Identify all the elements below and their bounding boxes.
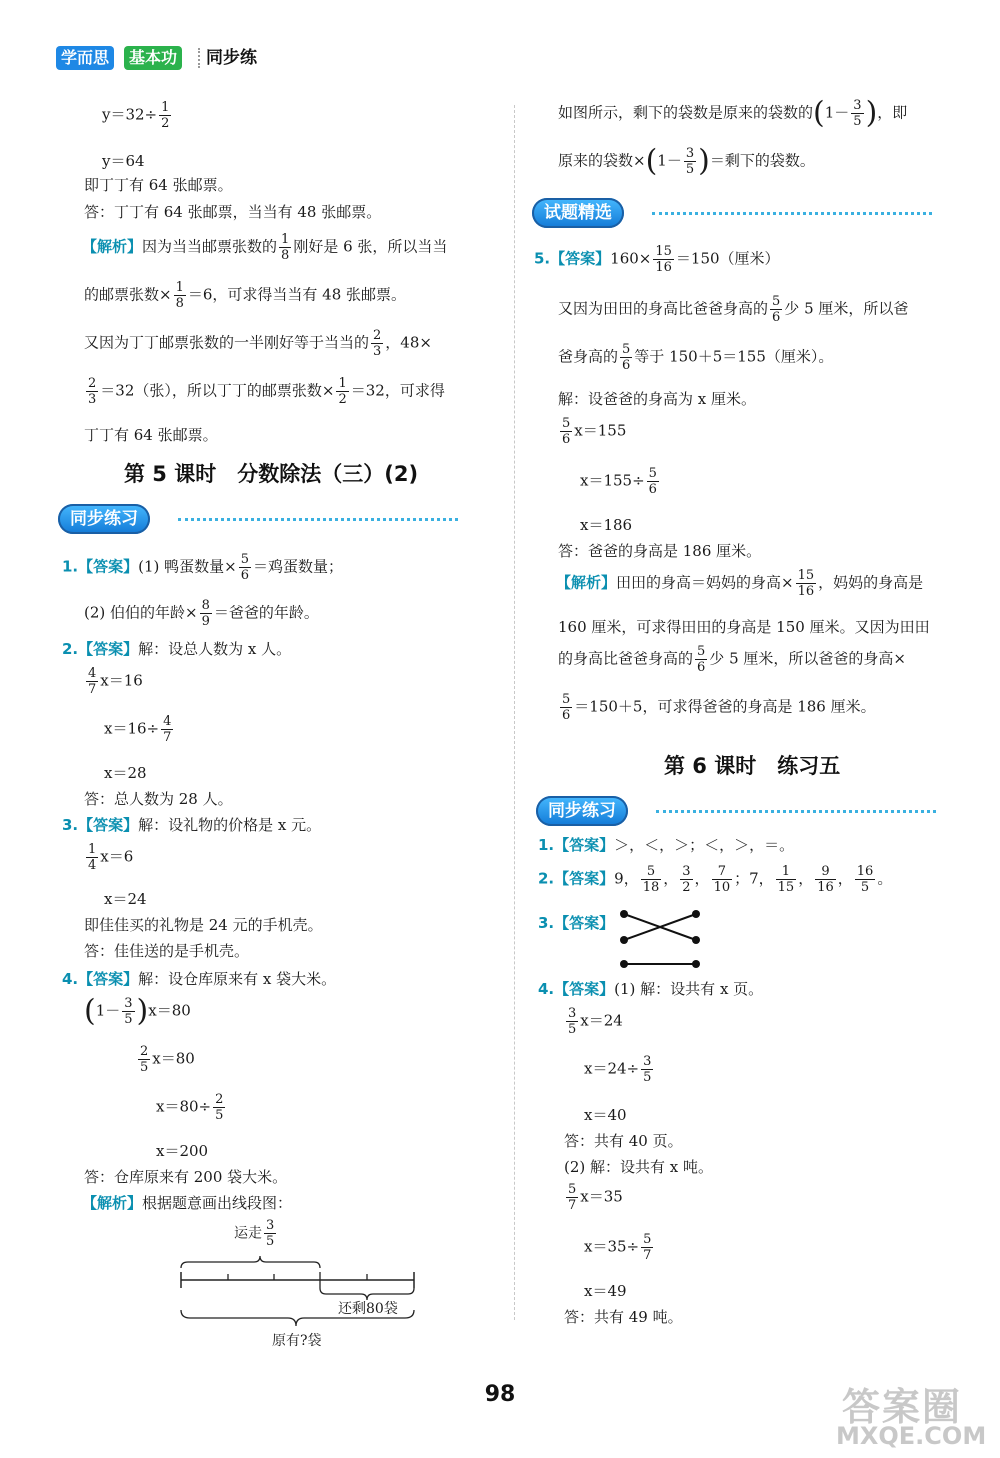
watermark-url: MXQE.COM xyxy=(836,1422,987,1450)
analysis-label: 【解析】 xyxy=(82,237,143,256)
answer-line: 答：共有 49 吨。 xyxy=(564,1308,683,1326)
eq-line xyxy=(102,100,173,131)
banner-label: 同步练习 xyxy=(536,796,628,826)
text-line: 如图所示，剩下的袋数是原来的袋数的(1－ $\frac{3}{5}$ )，即 xyxy=(558,95,908,131)
answer-line: 答：仓库原来有 200 袋大米。 xyxy=(84,1168,288,1186)
analysis-line: 的邮票张数× $\frac{1}{8}$ ＝6，可求得当当有 48 张邮票。 xyxy=(84,280,407,311)
analysis-line: 【解析】因为当当邮票张数的 $\frac{1}{8}$ 刚好是 6 张，所以当当 xyxy=(82,232,448,263)
segment-diagram xyxy=(176,1254,420,1334)
analysis-line: $\frac{5}{6}$ ＝150＋5，可求得爸爸的身高是 186 厘米。 xyxy=(562,692,876,723)
section-banner xyxy=(536,796,936,826)
column-divider xyxy=(514,105,515,1320)
practice-4: 4.【答案】(1) 解：设共有 x 页。 xyxy=(538,980,764,998)
eq-line: $\frac{3}{5}$ x＝24 xyxy=(568,1006,623,1037)
eq-line: $\frac{5}{7}$ x＝35 xyxy=(568,1182,623,1213)
text-line: 解：设爸爸的身高为 x 厘米。 xyxy=(558,390,756,408)
eq-line: x＝40 xyxy=(584,1106,627,1124)
eq-line: $\frac{2}{5}$ x＝80 xyxy=(140,1044,195,1075)
header-subtitle: 同步练 xyxy=(206,48,257,68)
analysis-line: 又因为丁丁邮票张数的一半刚好等于当当的 $\frac{2}{3}$ ，48× xyxy=(84,328,432,359)
analysis-line: 丁丁有 64 张邮票。 xyxy=(84,426,218,444)
analysis-line: 的身高比爸爸身高的 $\frac{5}{6}$ 少 5 厘米，所以爸爸的身高× xyxy=(558,644,906,675)
eq-line: (1－ $\frac{3}{5}$ )x＝80 xyxy=(84,993,191,1029)
eq-line: $\frac{1}{4}$ x＝6 xyxy=(88,842,134,873)
practice-1: 1.【答案】＞，＜，＞；＜，＞，＝。 xyxy=(538,836,795,854)
eq-line: x＝24 xyxy=(104,890,147,908)
analysis-line: 【解析】田田的身高＝妈妈的身高× $\frac{15}{16}$ ，妈妈的身高是 xyxy=(556,568,924,599)
analysis-line: 160 厘米，可求得田田的身高是 150 厘米。又因为田田 xyxy=(558,618,930,636)
analysis-line: 【解析】根据题意画出线段图： xyxy=(82,1194,293,1212)
header-separator xyxy=(198,48,200,68)
page-number: 98 xyxy=(484,1382,516,1407)
practice-2: 2.【答案】9， $\frac{5}{18}$ ， $\frac{3}{2}$ ， $\frac{7}{10}$ ；7， $\frac{1}{15}$ ， $\frac{9}{16}$ ， $\frac{16}{5}$ 。 xyxy=(538,864,893,895)
eq-line: x＝80÷ $\frac{2}{5}$ xyxy=(156,1092,224,1123)
question-1: 1.【答案】(1) 鸭蛋数量× $\frac{5}{6}$ ＝鸡蛋数量； xyxy=(62,552,344,583)
eq-line: x＝28 xyxy=(104,764,147,782)
answer-line: 答：共有 40 页。 xyxy=(564,1132,683,1150)
question-3: 3.【答案】解：设礼物的价格是 x 元。 xyxy=(62,816,322,834)
banner-rule xyxy=(652,212,932,215)
banner-rule xyxy=(656,810,936,813)
text-line: 爸身高的 $\frac{5}{6}$ 等于 150＋5＝155（厘米）。 xyxy=(558,342,834,373)
eq-line: x＝24÷ $\frac{3}{5}$ xyxy=(584,1054,652,1085)
watermark-logo: 答案圈 xyxy=(842,1385,963,1429)
question-2: 2.【答案】解：设总人数为 x 人。 xyxy=(62,640,292,658)
lesson-title-6: 第 6 课时 练习五 xyxy=(664,754,841,778)
eq-line: x＝186 xyxy=(580,516,633,534)
lesson-title-5: 第 5 课时 分数除法（三）(2) xyxy=(124,462,419,486)
eq-line: x＝35÷ $\frac{5}{7}$ xyxy=(584,1232,652,1263)
question-4: 4.【答案】解：设仓库原来有 x 袋大米。 xyxy=(62,970,337,988)
answer-label: 【答案】 xyxy=(78,557,139,576)
matching-diagram xyxy=(618,908,702,972)
banner-label: 同步练习 xyxy=(58,504,150,534)
segment-right-label: 还剩80袋 xyxy=(338,1301,398,1317)
eq-line: $\frac{4}{7}$ x＝16 xyxy=(88,666,143,697)
text-line: 又因为田田的身高比爸爸身高的 $\frac{5}{6}$ 少 5 厘米，所以爸 xyxy=(558,294,909,325)
banner-label: 试题精选 xyxy=(532,198,624,228)
answer-line: 答：总人数为 28 人。 xyxy=(84,790,233,808)
text-line: 原来的袋数×(1－ $\frac{3}{5}$ )＝剩下的袋数。 xyxy=(558,143,815,179)
text-line: 即丁丁有 64 张邮票。 xyxy=(84,176,233,194)
section-banner xyxy=(58,504,458,534)
brand-badge-1: 学而思 xyxy=(56,46,114,70)
text-line: 即佳佳买的礼物是 24 元的手机壳。 xyxy=(84,916,323,934)
section-banner xyxy=(532,198,932,228)
answer-line: 答：爸爸的身高是 186 厘米。 xyxy=(558,542,762,560)
practice-3: 3.【答案】 xyxy=(538,914,615,932)
eq-line: x＝155÷ $\frac{5}{6}$ xyxy=(580,466,657,497)
question-5: 5.【答案】160× $\frac{15}{16}$ ＝150（厘米） xyxy=(534,244,780,275)
answer-line: 答：佳佳送的是手机壳。 xyxy=(84,942,250,960)
question-1b: (2) 伯伯的年龄× $\frac{8}{9}$ ＝爸爸的年龄。 xyxy=(84,598,319,629)
banner-rule xyxy=(178,518,458,521)
eq-line: x＝200 xyxy=(156,1142,209,1160)
brand-badge-2: 基本功 xyxy=(124,46,182,70)
answer-line: 答：丁丁有 64 张邮票，当当有 48 张邮票。 xyxy=(84,203,382,221)
segment-top-label: 运走 $\frac{3}{5}$ xyxy=(234,1218,275,1249)
eq-line: x＝16÷ $\frac{4}{7}$ xyxy=(104,714,172,745)
eq-line: y＝64 xyxy=(102,152,145,170)
eq-line: x＝49 xyxy=(584,1282,627,1300)
fraction: $\frac{1}{2}$ xyxy=(161,100,170,131)
analysis-line: $\frac{2}{3}$ ＝32（张），所以丁丁的邮票张数× $\frac{1}{2}$ ＝32，可求得 xyxy=(88,376,445,407)
eq-text: y＝32÷ xyxy=(102,105,158,124)
text-line: (2) 解：设共有 x 吨。 xyxy=(564,1158,714,1176)
eq-line: $\frac{5}{6}$ x＝155 xyxy=(562,416,627,447)
segment-bottom-label: 原有?袋 xyxy=(272,1333,322,1349)
